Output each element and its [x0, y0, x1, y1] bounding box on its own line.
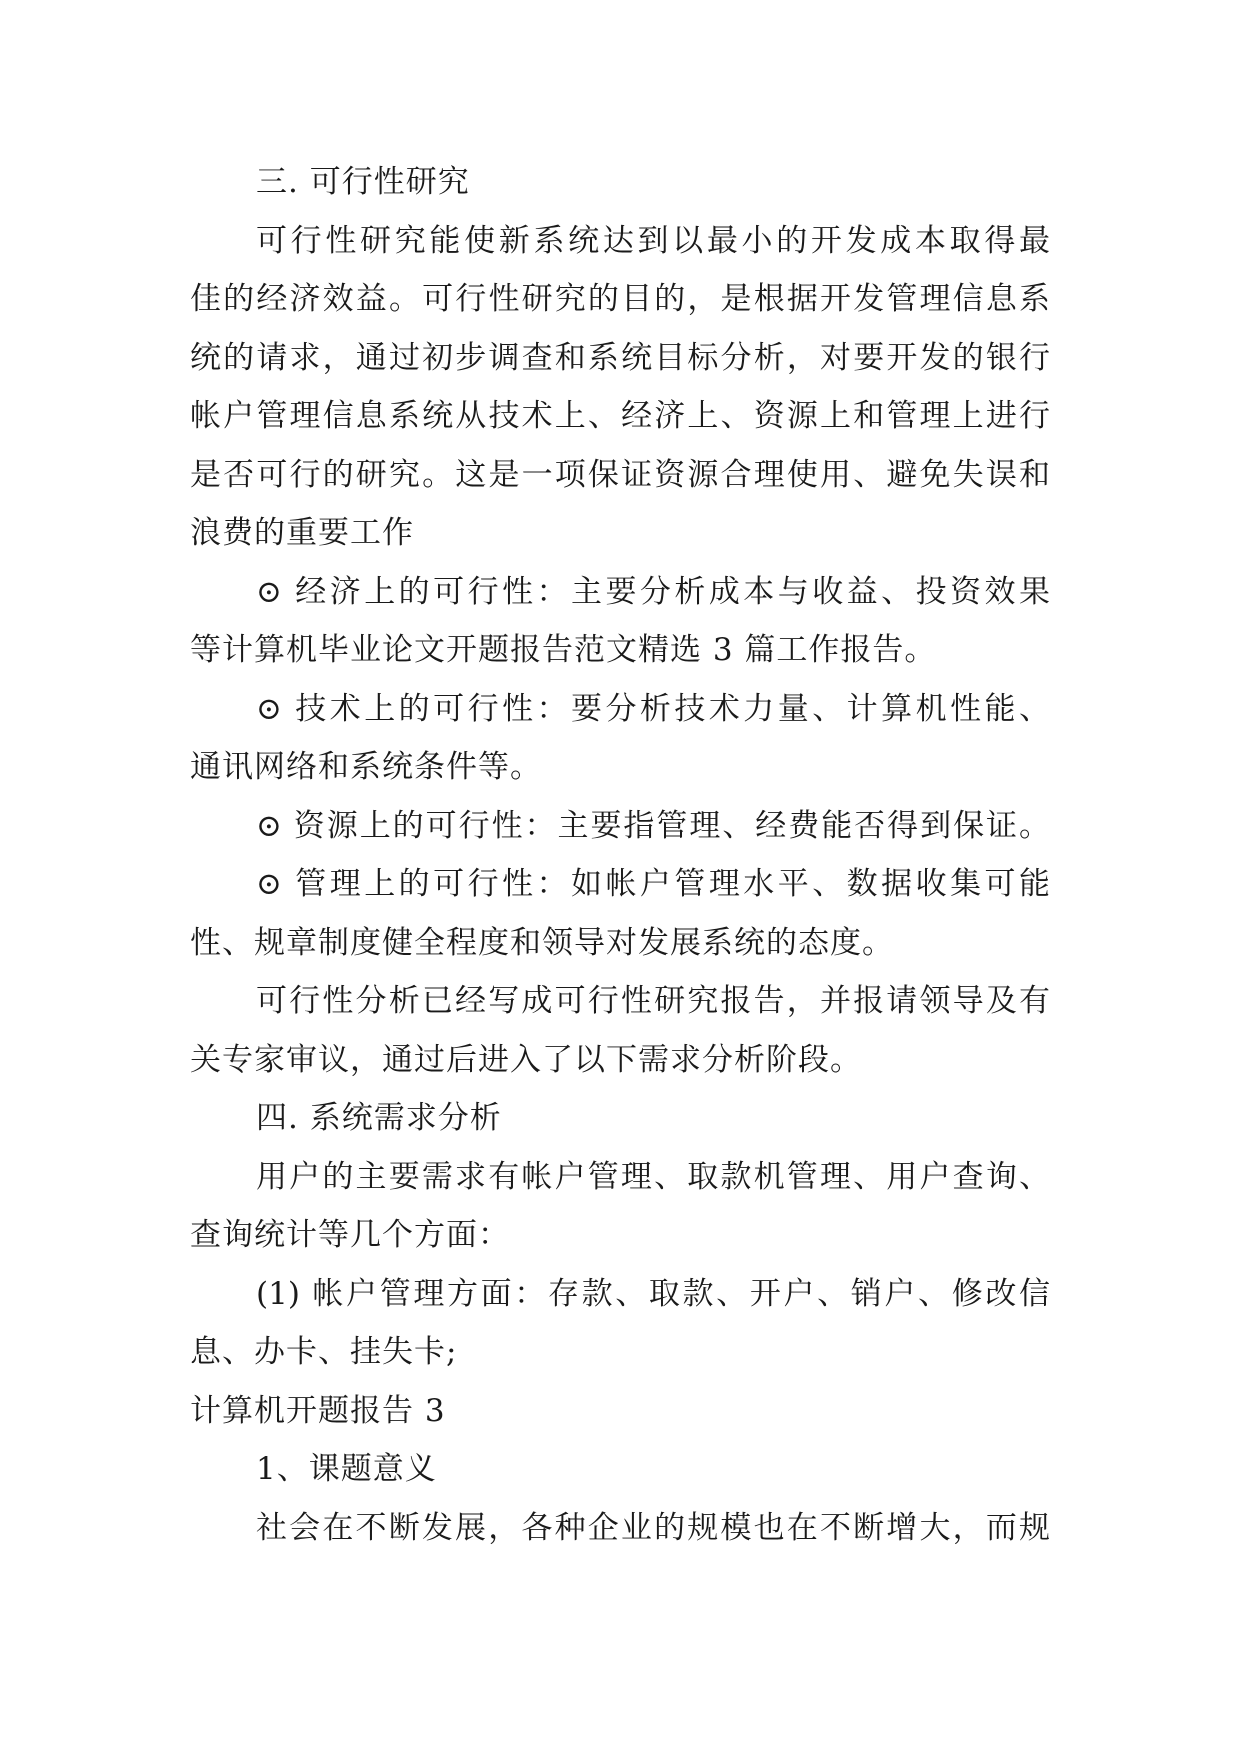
text-line: 1、课题意义: [256, 1451, 437, 1487]
text-line: 计算机开题报告 3: [190, 1392, 446, 1429]
text-line: 等计算机毕业论文开题报告范文精选 3 篇工作报告。: [190, 632, 937, 668]
text-line: 社会在不断发展，各种企业的规模也在不断增大，而规: [256, 1509, 1050, 1546]
text-line: (1) 帐户管理方面：存款、取款、开户、销户、修改信: [256, 1275, 1050, 1312]
text-line: ⊙ 管理上的可行性：如帐户管理水平、数据收集可能: [256, 866, 1050, 902]
text-line: 是否可行的研究。这是一项保证资源合理使用、避免失误和: [190, 456, 1050, 493]
text-line: 帐户管理信息系统从技术上、经济上、资源上和管理上进行: [190, 398, 1050, 434]
text-line: 四. 系统需求分析: [256, 1100, 502, 1136]
text-line: ⊙ 经济上的可行性：主要分析成本与收益、投资效果: [256, 573, 1050, 610]
text-line: 用户的主要需求有帐户管理、取款机管理、用户查询、: [256, 1158, 1050, 1195]
text-line: 佳的经济效益。可行性研究的目的，是根据开发管理信息系: [190, 281, 1050, 317]
document-body: [190, 153, 1050, 1557]
text-line: 息、办卡、挂失卡;: [190, 1334, 458, 1370]
text-line: ⊙ 资源上的可行性：主要指管理、经费能否得到保证。: [256, 807, 1050, 844]
text-line: 浪费的重要工作: [190, 515, 414, 551]
text-line: 性、规章制度健全程度和领导对发展系统的态度。: [190, 924, 894, 961]
text-line: 通讯网络和系统条件等。: [190, 749, 542, 785]
text-line: 可行性研究能使新系统达到以最小的开发成本取得最: [256, 222, 1050, 259]
text-line: ⊙ 技术上的可行性：要分析技术力量、计算机性能、: [256, 690, 1050, 727]
text-line: 关专家审议，通过后进入了以下需求分析阶段。: [190, 1041, 862, 1078]
text-line: 三. 可行性研究: [256, 164, 470, 200]
text-line: 查询统计等几个方面：: [190, 1217, 510, 1253]
text-line: 统的请求，通过初步调查和系统目标分析，对要开发的银行: [190, 339, 1050, 376]
text-line: 可行性分析已经写成可行性研究报告，并报请领导及有: [256, 983, 1050, 1019]
